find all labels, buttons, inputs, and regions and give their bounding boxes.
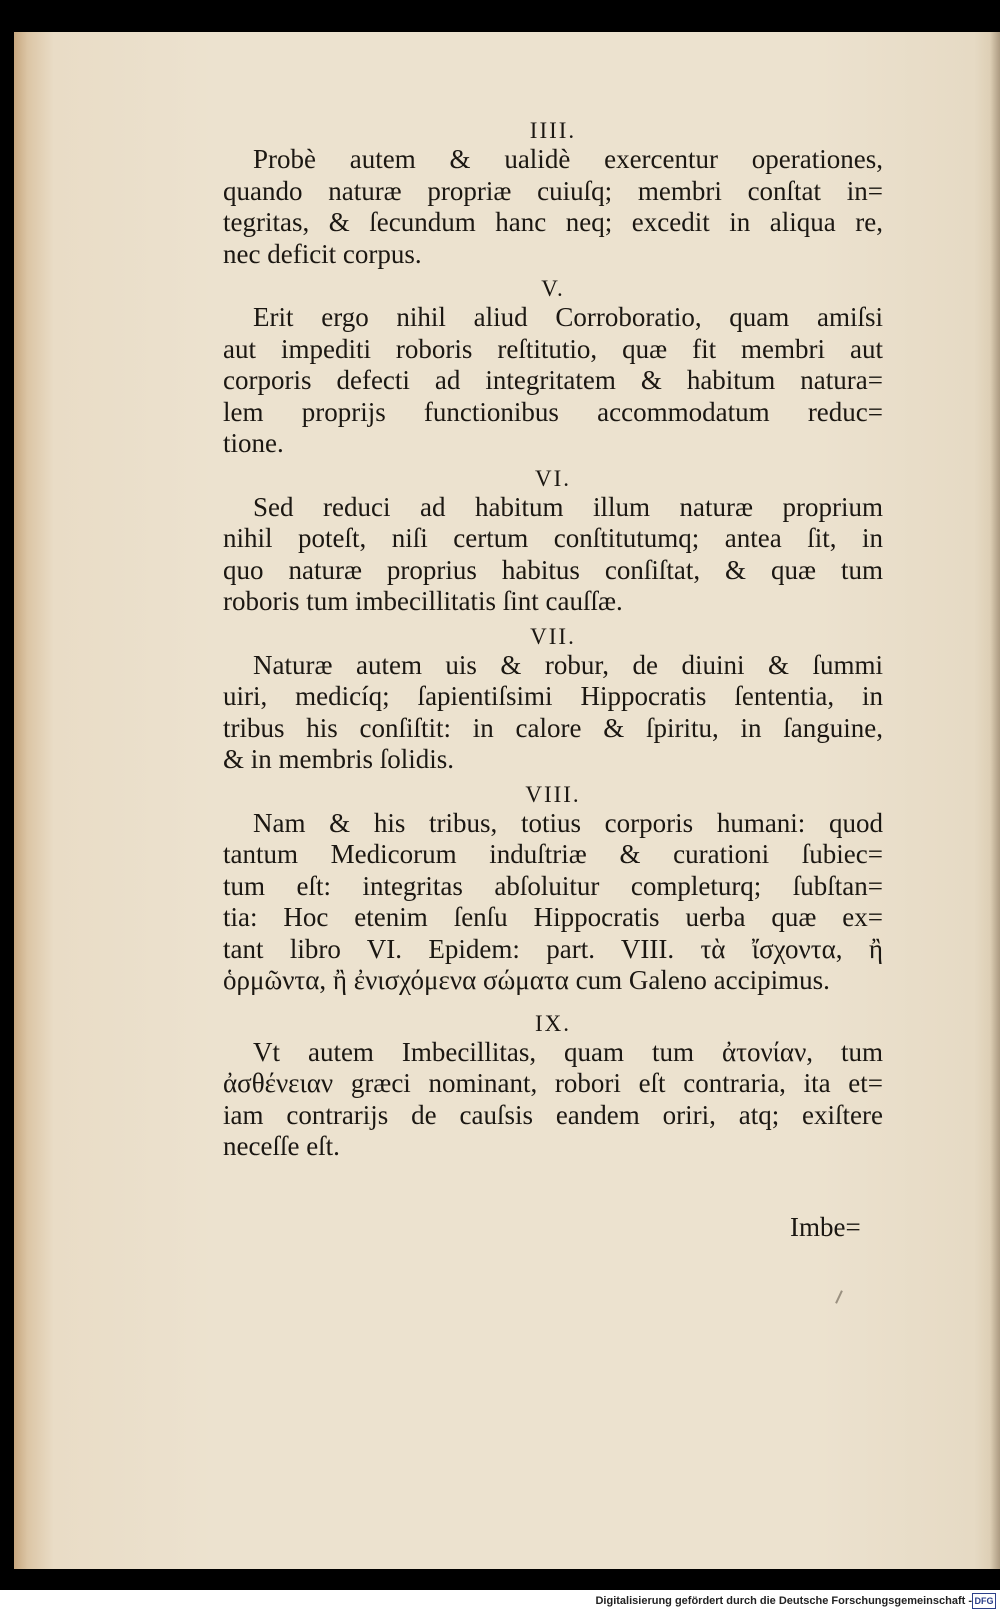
text-line: iam contrarijs de cauſsis eandem oriri, atq; exiſtere — [223, 1099, 883, 1130]
paragraph-4-cont — [223, 176, 883, 271]
section-number-7: VII. — [530, 623, 576, 649]
paragraph-7 — [223, 650, 883, 682]
section-number-8: VIII. — [525, 781, 581, 807]
text-line: tia: Hoc etenim ſenſu Hippocratis uerba quæ ex= — [223, 902, 883, 932]
catchword: Imbe= — [790, 1212, 861, 1242]
text-line: Vt autem Imbecillitas, quam tum ἀτονίαν, tum — [253, 1036, 883, 1067]
text-line: tum eſt: integritas abſoluitur completurq; ſubſtan= — [223, 870, 883, 901]
text-line: Nam & his tribus, totius corporis humani: quod — [253, 807, 883, 838]
text-line: Naturæ autem uis & robur, de diuini & ſummi — [253, 649, 883, 680]
text-line: quando naturæ propriæ cuiuſq; membri conſtat in= — [223, 175, 883, 206]
section-number-4: IIII. — [529, 118, 577, 143]
text-line: Sed reduci ad habitum illum naturæ proprium — [253, 491, 883, 522]
text-line: Probè autem & ualidè exercentur operationes, — [253, 144, 883, 174]
text-line: uiri, medicíq; ſapientiſsimi Hippocratis ſententia, in — [223, 681, 883, 711]
text-line: tant libro VI. Epidem: part. VIII. τὰ ἴσχοντα, ἢ — [223, 933, 883, 964]
funding-credit: Digitalisierung gefördert durch die Deutsche Forschungsgemeinschaft - — [595, 1595, 972, 1607]
paragraph-7-cont — [223, 681, 883, 776]
page-text-body — [223, 112, 883, 1163]
text-line: nec deficit corpus. — [223, 238, 422, 269]
text-line: neceſſe eſt. — [223, 1131, 340, 1161]
paragraph-5-cont — [223, 334, 883, 460]
paragraph-6 — [223, 492, 883, 524]
text-line: quo naturæ proprius habitus conſiſtat, & quæ tum — [223, 554, 883, 585]
paragraph-6-cont — [223, 523, 883, 618]
dfg-logo-icon: DFG — [972, 1593, 996, 1609]
paragraph-9 — [223, 1037, 883, 1069]
text-line: corporis defecti ad integritatem & habitum natura= — [223, 365, 883, 395]
text-line: lem proprijs functionibus accommodatum reduc= — [223, 396, 883, 427]
text-line: nihil poteſt, niſi certum conſtitutumq; antea ſit, in — [223, 523, 883, 553]
text-line: tantum Medicorum induſtriæ & curationi ſubiec= — [223, 839, 883, 869]
page-edge-shadow — [990, 32, 1000, 1569]
paragraph-9-cont — [223, 1068, 883, 1163]
text-line: & in membris ſolidis. — [223, 744, 455, 774]
section-number-5: V. — [541, 276, 565, 301]
text-line: aut impediti roboris reſtitutio, quæ fit membri aut — [223, 333, 883, 364]
text-line: ὁρμῶντα, ἢ ἐνισχόμενα σώματα cum Galeno accipimus. — [223, 965, 830, 995]
paragraph-5 — [223, 302, 883, 334]
text-line: roboris tum imbecillitatis ſint cauſſæ. — [223, 586, 623, 616]
text-line: tribus his conſiſtit: in calore & ſpiritu, in ſanguine, — [223, 712, 883, 743]
text-line: ἀσθένειαν græci nominant, robori eſt contraria, ita et= — [223, 1068, 883, 1098]
text-line: tione. — [223, 428, 284, 458]
text-line: Erit ergo nihil aliud Corroboratio, quam amiſsi — [253, 302, 883, 332]
section-number-9: IX. — [534, 1010, 572, 1036]
paragraph-8-cont — [223, 839, 883, 997]
section-number-6: VI. — [534, 465, 572, 491]
text-line: tegritas, & ſecundum hanc neq; excedit in aliqua re, — [223, 207, 883, 237]
paragraph-4 — [223, 144, 883, 176]
paragraph-8 — [223, 808, 883, 840]
